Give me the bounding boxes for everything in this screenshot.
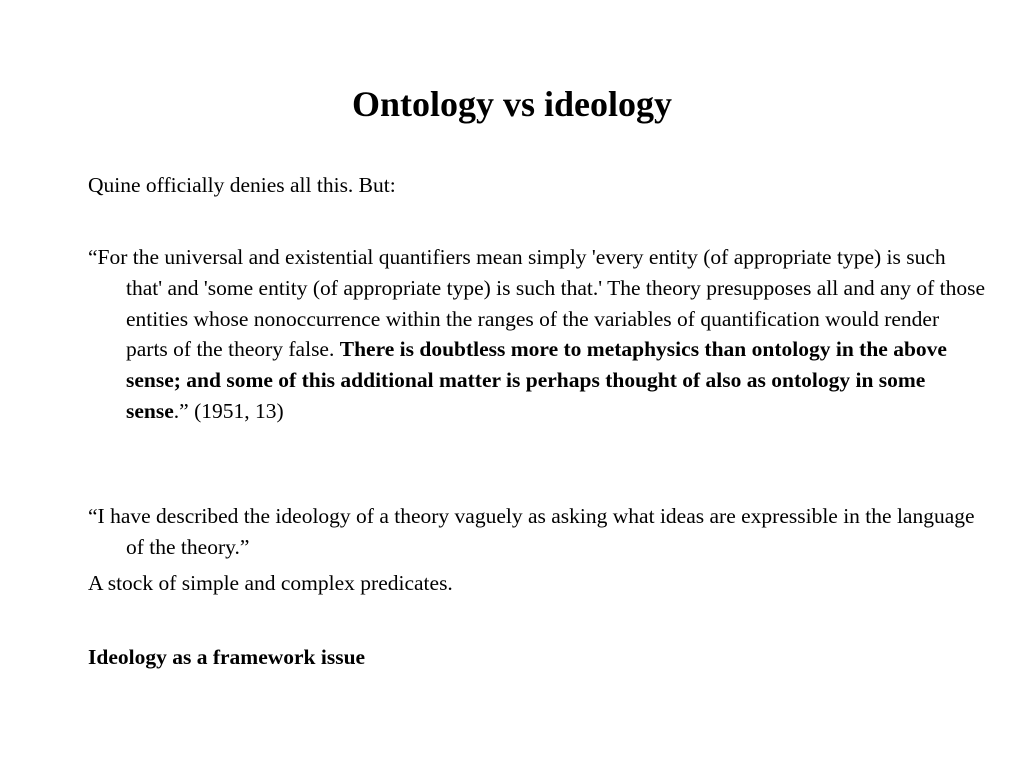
- quote-1: [88, 242, 986, 427]
- quote-2: “I have described the ideology of a theory vaguely as asking what ideas are expressible in the language of the theory.”: [88, 504, 975, 559]
- closing-line: Ideology as a framework issue: [88, 645, 366, 669]
- quote-1-plain: “For the universal and existential quantifiers mean simply 'every entity (of appropriate type) is such that' and 'some entity (of appropriate type) is such that.' The theory presupposes all and any of those entities whose nonoccurrence within the ranges of the variables of quantification would render parts of the theory false.: [88, 245, 986, 362]
- slide-title: Ontology vs ideology: [351, 84, 673, 124]
- intro-text: Quine officially denies all this. But:: [88, 173, 396, 197]
- quote-1-bold: There is doubtless more to metaphysics than ontology in the above sense; and some of this additional matter is perhaps thought of also as ontology in some sense: [126, 337, 947, 423]
- quote-1-tail: .” (1951, 13): [173, 398, 284, 423]
- predicates-line: A stock of simple and complex predicates.: [88, 571, 453, 595]
